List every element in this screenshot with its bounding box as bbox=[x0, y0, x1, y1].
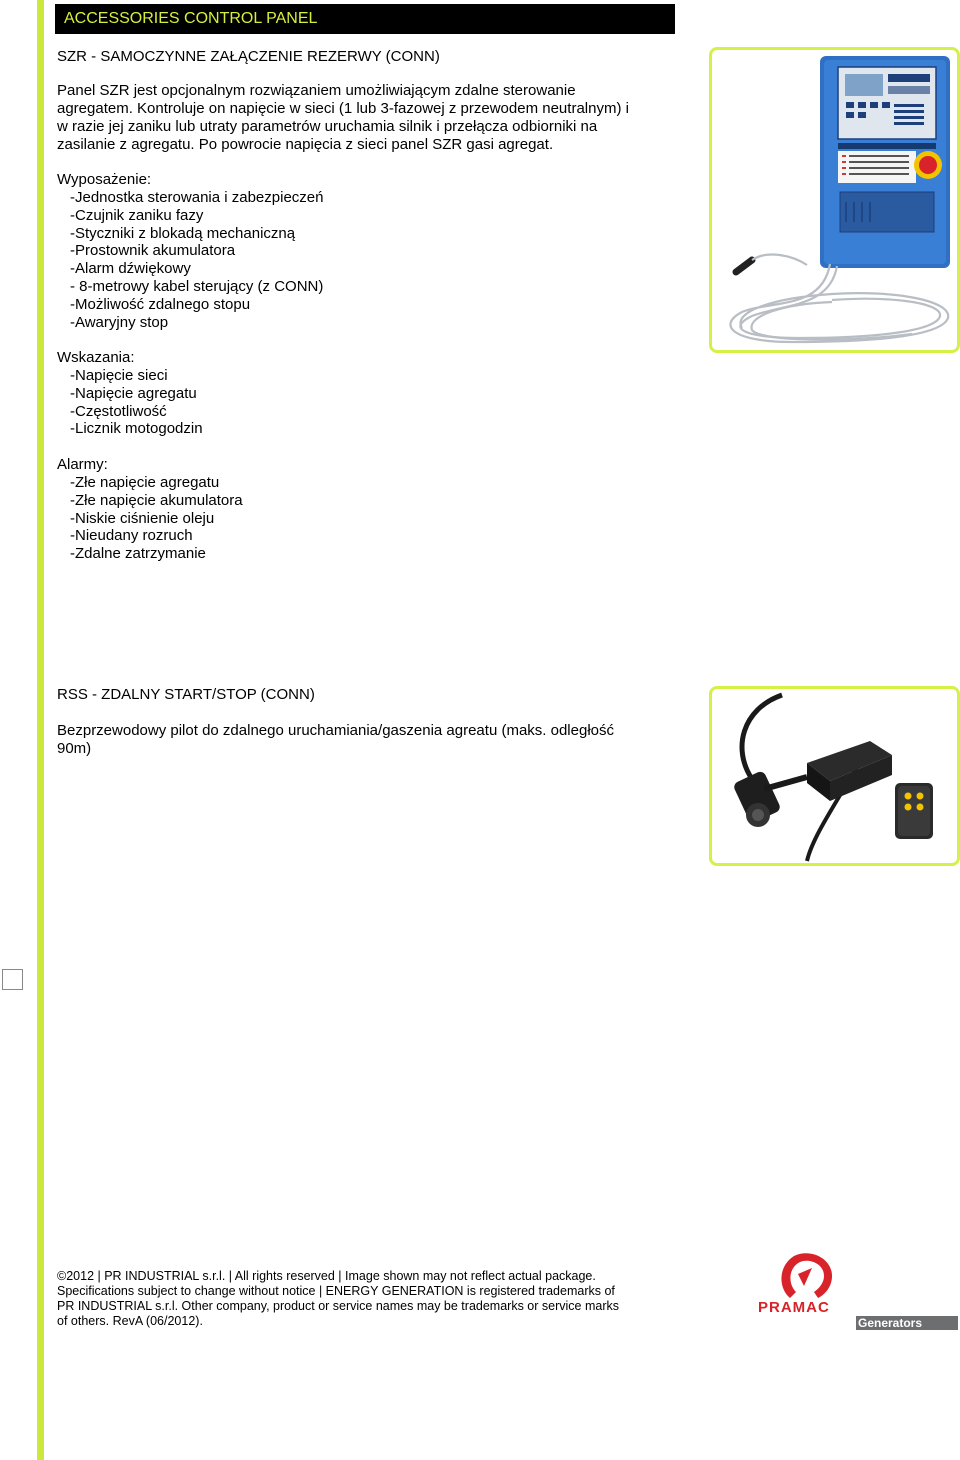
szr-description-line-4: zasilanie z agregatu. Po powrocie napięcia z sieci panel SZR gasi agregat. bbox=[57, 136, 554, 153]
rss-description-line-1: Bezprzewodowy pilot do zdalnego uruchamiania/gaszenia agreatu (maks. odległość bbox=[57, 722, 614, 739]
list-item: -Złe napięcie akumulatora bbox=[70, 491, 243, 509]
svg-text:Generators: Generators bbox=[858, 1316, 923, 1330]
list-item: -Złe napięcie agregatu bbox=[70, 474, 220, 491]
indications-list bbox=[70, 367, 203, 438]
list-item: -Czujnik zaniku fazy bbox=[70, 206, 204, 224]
alarms-heading: Alarmy: bbox=[57, 456, 108, 473]
equipment-list bbox=[70, 189, 323, 331]
list-item: -Licznik motogodzin bbox=[70, 420, 203, 438]
list-item: -Zdalne zatrzymanie bbox=[70, 545, 206, 563]
header-title: ACCESSORIES CONTROL PANEL bbox=[64, 10, 318, 27]
footer-line-2: Specifications subject to change without notice | ENERGY GENERATION is registered trademarks of bbox=[57, 1284, 615, 1298]
list-item: - 8-metrowy kabel sterujący (z CONN) bbox=[70, 277, 324, 295]
list-item: -Możliwość zdalnego stopu bbox=[70, 295, 251, 313]
list-item: -Alarm dźwiękowy bbox=[70, 260, 191, 278]
list-item: -Napięcie agregatu bbox=[70, 384, 197, 402]
rss-title: RSS - ZDALNY START/STOP (CONN) bbox=[57, 686, 315, 703]
pramac-logo bbox=[752, 1250, 960, 1335]
szr-description-line-1: Panel SZR jest opcjonalnym rozwiązaniem umożliwiającym zdalne sterowanie bbox=[57, 82, 576, 99]
list-item: -Napięcie sieci bbox=[70, 367, 168, 384]
list-item: -Jednostka sterowania i zabezpieczeń bbox=[70, 189, 324, 206]
rss-remote-image bbox=[709, 686, 960, 866]
footer-line-3: PR INDUSTRIAL s.r.l. Other company, product or service names may be trademarks or service marks bbox=[57, 1299, 619, 1313]
footer-line-4: of others. RevA (06/2012). bbox=[57, 1314, 203, 1328]
szr-title: SZR - SAMOCZYNNE ZAŁĄCZENIE REZERWY (CONN) bbox=[57, 48, 440, 65]
rss-description-line-2: 90m) bbox=[57, 740, 92, 757]
indications-heading: Wskazania: bbox=[57, 349, 135, 366]
footer bbox=[57, 1269, 677, 1329]
equipment-heading: Wyposażenie: bbox=[57, 171, 152, 188]
checkbox[interactable] bbox=[2, 969, 23, 990]
alarms-list bbox=[70, 474, 243, 563]
left-accent-bar bbox=[37, 0, 44, 1460]
list-item: -Częstotliwość bbox=[70, 402, 167, 420]
list-item: -Niskie ciśnienie oleju bbox=[70, 509, 215, 527]
list-item: -Nieudany rozruch bbox=[70, 527, 193, 545]
list-item: -Styczniki z blokadą mechaniczną bbox=[70, 224, 296, 242]
szr-description-line-3: w razie jej zaniku lub utraty parametrów uruchamia silnik i przełącza odbiorniki na bbox=[57, 118, 598, 135]
szr-panel-image bbox=[709, 47, 960, 353]
szr-description-line-2: agregatem. Kontroluje on napięcie w sieci (1 lub 3-fazowej z przewodem neutralnym) i bbox=[57, 100, 629, 117]
footer-line-1: ©2012 | PR INDUSTRIAL s.r.l. | All rights reserved | Image shown may not reflect actual package. bbox=[57, 1269, 596, 1283]
header-bar bbox=[55, 4, 675, 34]
list-item: -Awaryjny stop bbox=[70, 313, 169, 331]
svg-text:PRAMAC: PRAMAC bbox=[758, 1299, 830, 1316]
list-item: -Prostownik akumulatora bbox=[70, 242, 236, 260]
